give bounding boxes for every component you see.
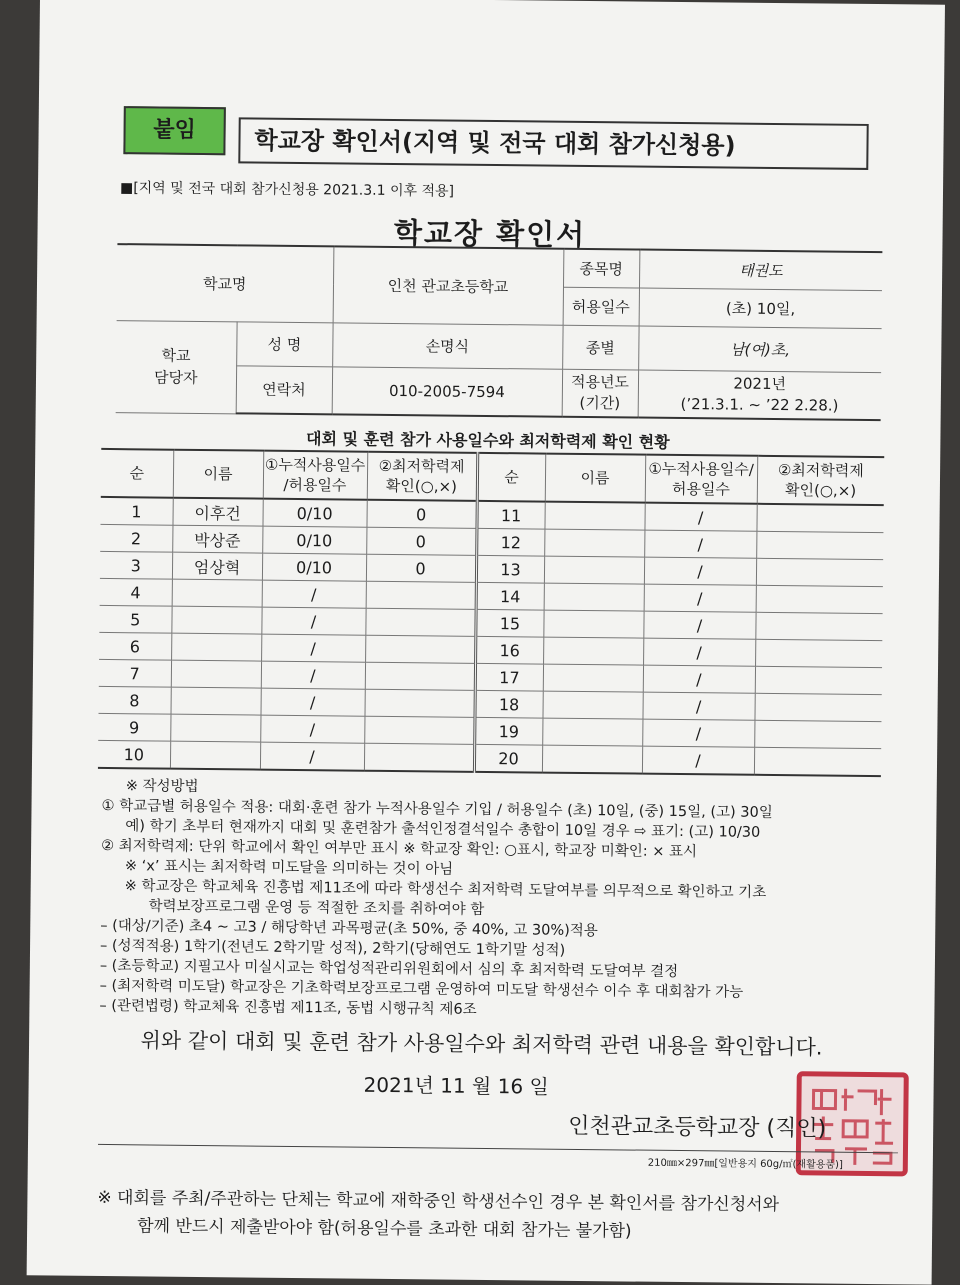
bottom-note — [97, 1184, 908, 1248]
cell-right-days: / — [643, 611, 755, 639]
cell-right-name — [542, 718, 642, 746]
cell-left-days: / — [261, 661, 365, 689]
principal-signature: 인천관교초등학교장 (직인) — [568, 1113, 827, 1142]
cell-left-name — [171, 687, 261, 715]
cell-left-grade — [365, 608, 475, 636]
cell-left-grade — [366, 581, 476, 609]
document-title: 학교장 확인서 — [393, 215, 587, 252]
cell-right-days: / — [644, 584, 756, 612]
cell-left-grade: 0 — [366, 500, 476, 529]
cell-right-name — [544, 583, 644, 611]
cell-left-days: 0/10 — [262, 526, 366, 554]
cell-right-no: 20 — [474, 744, 542, 772]
cell-left-grade: 0 — [366, 554, 476, 582]
cell-right-grade — [756, 531, 883, 559]
cell-left-days: 0/10 — [262, 553, 366, 581]
cell-right-grade — [755, 639, 882, 667]
cell-left-no: 2 — [100, 524, 172, 552]
cell-left-days: 0/10 — [262, 499, 366, 528]
note-9: – (관련법령) 학교체육 진흥법 제11조, 동법 시행규칙 제6조 — [99, 997, 477, 1018]
school-label: 학교명 — [117, 244, 334, 322]
cell-right-grade — [754, 720, 881, 748]
section-title: 대회 및 훈련 참가 사용일수와 최저학력제 확인 현황 — [306, 429, 670, 452]
cell-left-name — [171, 606, 261, 634]
note-5: – (대상/기준) 초4 ~ 고3 / 해당학년 과목평균(초 50%, 중 40%, 고 30%)적용 — [100, 917, 598, 940]
cell-right-days: / — [643, 665, 755, 693]
school-value: 인천 관교초등학교 — [333, 246, 564, 324]
cell-left-name: 이후건 — [172, 498, 262, 526]
allowed-label: 허용일수 — [563, 287, 639, 326]
attachment-tag: 붙임 — [123, 106, 225, 155]
cell-left-grade — [364, 743, 474, 772]
cell-left-no: 1 — [100, 497, 172, 525]
cell-right-name — [544, 502, 644, 531]
cell-right-grade — [754, 747, 881, 776]
cell-left-no: 6 — [99, 632, 171, 660]
cell-right-days: / — [642, 692, 754, 720]
divider — [98, 1144, 898, 1153]
header-name-left: 이름 — [173, 450, 263, 499]
cell-right-name — [542, 691, 642, 719]
cell-right-grade — [756, 585, 883, 613]
header-days-right: ①누적사용일수/ 허용일수 — [645, 455, 757, 504]
header-no-left: 순 — [101, 449, 173, 498]
event-value: 태권도 — [639, 250, 882, 291]
cell-left-grade — [364, 689, 474, 717]
cell-left-no: 10 — [98, 740, 170, 768]
cell-left-no: 3 — [100, 551, 172, 579]
cell-right-name — [544, 529, 644, 557]
cell-right-no: 18 — [474, 690, 542, 718]
gender-value: 남(여)초, — [638, 326, 881, 373]
note-1: ① 학교급별 허용일수 적용: 대회·훈련 참가 누적사용일수 기입 / 허용일수 (초) 10일, (중) 15일, (고) 30일 — [101, 797, 773, 821]
note-3: ※ ‘x’ 표시는 최저학력 미도달을 의미하는 것이 아님 — [124, 858, 454, 878]
cell-left-days: / — [262, 580, 366, 608]
roster-body — [98, 497, 884, 776]
note-7: – (초등학교) 지필고사 미실시교는 학업성적관리위원회에서 심의 후 최저학력 도달여부 결정 — [99, 957, 679, 980]
cell-right-days: / — [643, 638, 755, 666]
header-grade-right: ②최저학력제 확인(○,×) — [757, 456, 884, 505]
cell-right-no: 12 — [476, 528, 544, 556]
bottom-note-line-2: 함께 반드시 제출받아야 함(허용일수를 초과한 대회 참가는 불가함) — [137, 1216, 632, 1242]
allowed-value: (초) 10일, — [639, 288, 882, 329]
cell-left-name — [172, 579, 262, 607]
manager-label: 학교 담당자 — [116, 320, 237, 413]
year-cell — [638, 370, 881, 421]
subtitle: ■[지역 및 전국 대회 참가신청용 2021.3.1 이후 적용] — [119, 180, 455, 200]
confirm-statement: 위와 같이 대회 및 훈련 참가 사용일수와 최저학력 관련 내용을 확인합니다. — [140, 1028, 823, 1060]
cell-left-days: / — [260, 742, 364, 771]
cell-right-days: / — [644, 503, 756, 532]
cell-right-grade — [754, 693, 881, 721]
cell-left-grade — [365, 662, 475, 690]
header-title: 학교장 확인서(지역 및 전국 대회 참가신청용) — [238, 117, 868, 170]
note-1b: 예) 학기 초부터 현재까지 대회 및 훈련참가 출석인정결석일수 총합이 10일 경우 ⇨ 표기: (고) 10/30 — [125, 818, 761, 841]
notes-heading: ※ 작성방법 — [125, 778, 199, 795]
cell-right-name — [543, 664, 643, 692]
note-4b: 학력보장프로그램 운영 등 적절한 조치를 취하여야 함 — [148, 898, 485, 918]
name-value: 손명식 — [332, 322, 562, 368]
paper-spec: 210㎜×297㎜[일반용지 60g/㎡(재활용품)] — [647, 1157, 843, 1171]
document-page — [27, 0, 945, 1285]
note-4: ※ 학교장은 학교체육 진흥법 제11조에 따라 학생선수 최저학력 도달여부를 의무적으로 확인하고 기초 — [124, 878, 767, 901]
cell-right-grade — [755, 666, 882, 694]
cell-left-no: 8 — [99, 686, 171, 714]
cell-left-grade — [365, 635, 475, 663]
period-value: (’21.3.1. ~ ’22 2.28.) — [680, 394, 839, 415]
note-8: – (최저학력 미도달) 학교장은 기초학력보장프로그램 운영하여 미도달 학생선수 이수 후 대회참가 가능 — [99, 977, 744, 1001]
instructions — [99, 776, 901, 1024]
event-label: 종목명 — [563, 249, 639, 288]
year-value: 2021년 — [733, 374, 787, 393]
cell-left-no: 5 — [99, 605, 171, 633]
cell-right-no: 13 — [476, 555, 544, 583]
cell-left-grade: 0 — [366, 527, 476, 555]
cell-right-days: / — [642, 719, 754, 747]
roster-table — [98, 448, 884, 777]
cell-right-name — [543, 637, 643, 665]
header-no-right: 순 — [477, 453, 545, 502]
cell-left-grade — [364, 716, 474, 744]
cell-right-days: / — [644, 557, 756, 585]
bottom-note-line-1: ※ 대회를 주최/주관하는 단체는 학교에 재학중인 학생선수인 경우 본 확인서를 참가신청서와 — [97, 1187, 780, 1216]
cell-right-no: 11 — [476, 501, 544, 529]
cell-left-days: / — [261, 634, 365, 662]
note-2: ② 최저학력제: 단위 학교에서 확인 여부만 표시 ※ 학교장 확인: ○표시, 학교장 미확인: × 표시 — [101, 837, 698, 861]
info-table — [116, 243, 883, 421]
cell-left-name: 엄상혁 — [172, 552, 262, 580]
cell-right-no: 19 — [474, 717, 542, 745]
year-label: 적용년도 (기간) — [562, 369, 638, 418]
cell-left-no: 9 — [98, 713, 170, 741]
cell-right-no: 14 — [476, 582, 544, 610]
note-6: – (성적적용) 1학기(전년도 2학기말 성적), 2학기(당해연도 1학기말 성적) — [99, 937, 566, 959]
cell-left-name — [171, 660, 261, 688]
gender-label: 종별 — [562, 325, 638, 370]
name-label: 성 명 — [236, 321, 332, 366]
cell-left-days: / — [260, 688, 364, 716]
issue-date: 2021년 11 월 16 일 — [363, 1072, 549, 1099]
cell-left-no: 7 — [99, 659, 171, 687]
cell-right-days: / — [644, 530, 756, 558]
cell-left-no: 4 — [100, 578, 172, 606]
cell-right-grade — [756, 504, 883, 533]
cell-left-name — [170, 741, 260, 769]
cell-left-name: 박상준 — [172, 525, 262, 553]
contact-label: 연락처 — [236, 365, 332, 414]
header-name-right: 이름 — [545, 454, 645, 503]
cell-right-grade — [756, 558, 883, 586]
contact-value: 010-2005-7594 — [332, 366, 562, 416]
cell-right-no: 15 — [475, 609, 543, 637]
cell-left-name — [170, 714, 260, 742]
cell-left-name — [171, 633, 261, 661]
cell-right-name — [544, 556, 644, 584]
cell-right-name — [543, 610, 643, 638]
cell-right-no: 17 — [475, 663, 543, 691]
cell-left-days: / — [260, 715, 364, 743]
cell-right-grade — [755, 612, 882, 640]
cell-left-days: / — [261, 607, 365, 635]
cell-right-days: / — [642, 746, 754, 775]
header-days-left: ①누적사용일수 /허용일수 — [263, 451, 367, 500]
header-grade-left: ②최저학력제 확인(○,×) — [367, 452, 477, 501]
cell-right-no: 16 — [475, 636, 543, 664]
cell-right-name — [542, 745, 642, 774]
